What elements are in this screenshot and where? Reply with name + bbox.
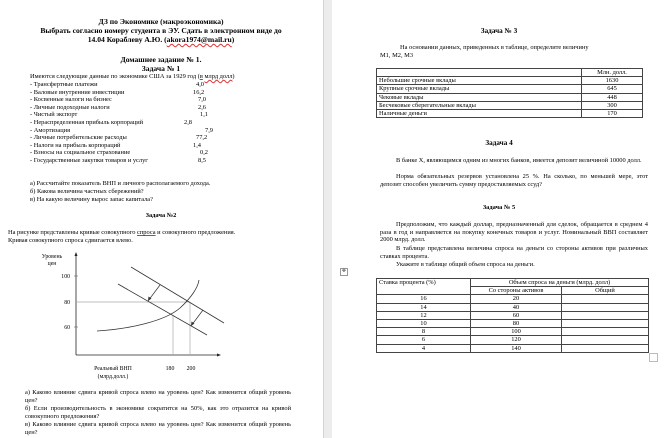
task2-text-link: спроса [137, 229, 156, 236]
task2-text: На рисунке представлены кривые совокупного [8, 229, 138, 236]
table-resize-handle[interactable] [649, 353, 658, 362]
task2-question-a: а) Каково влияние сдвига кривой спроса влево на уровень цен? Как изменится общий уровень цен? [25, 389, 291, 404]
table-subheader-total: Общий [562, 287, 649, 295]
task5-heading: Задача № 5 [482, 204, 516, 211]
list-item [30, 111, 260, 119]
task2-question-c: в) Каково влияние сдвига кривой спроса влево на уровень цен? Как изменится общий уровень цен? [25, 421, 291, 436]
table-header-row [377, 69, 643, 77]
table-row [377, 101, 643, 109]
task5-paragraph3: Укажите в таблице общий объем спроса на деньги. [396, 261, 535, 268]
homework-heading: Домашнее задание № 1. [120, 55, 202, 64]
table-row [377, 93, 643, 101]
task2-heading: Задача №2 [145, 212, 177, 219]
table-header-cell: Млн. долл. [582, 69, 643, 77]
table-cell-total[interactable] [562, 303, 649, 311]
x-axis-label-line2: (млрд.долл.) [97, 374, 129, 380]
table-cell-total[interactable] [562, 295, 649, 303]
table-cell-rate: 12 [377, 311, 471, 319]
item-value: 1,4 [193, 141, 201, 149]
table-row [377, 85, 643, 93]
list-item [30, 119, 260, 127]
table-cell-value: 170 [582, 110, 643, 118]
document-page-left [0, 0, 322, 438]
table-cell-value: 645 [582, 85, 643, 93]
item-value: 2,8 [184, 118, 192, 126]
table-row [377, 328, 649, 336]
item-label: - Косвенные налоги на бизнес [30, 96, 112, 104]
item-label: - Личные потребительские расходы [30, 134, 127, 142]
table-cell-assets: 20 [471, 295, 562, 303]
table-move-handle-icon[interactable]: ✥ [341, 269, 347, 274]
task1-question-a: а) Рассчитайте показатель ВНП и личного располагаемого дохода. [30, 180, 211, 187]
table-subheader-assets: Со стороны активов [471, 287, 562, 295]
task2-text-line2: Кривая совокупного спроса сдвигается влево. [8, 237, 133, 244]
table-header-group [471, 279, 649, 287]
item-value: 4,0 [196, 81, 204, 88]
deadline-suffix: ) [231, 35, 235, 44]
table-cell-label: Наличные деньги [377, 110, 582, 118]
item-label: - Государственные закупки товаров и услуг [30, 156, 148, 164]
table-cell-label: Бесчековые сберегательные вклады [377, 101, 582, 109]
doc-subtitle-deadline [0, 35, 322, 44]
table-cell-value: 1630 [582, 77, 643, 85]
ad-as-graph [0, 245, 240, 385]
table-row [377, 320, 649, 328]
table-cell-label: Небольшие срочные вклады [377, 77, 582, 85]
table-row [377, 336, 649, 344]
table-header-rate: Ставка процента (%) [377, 279, 471, 295]
task2-text-suffix: и совокупного предложения. [155, 229, 236, 236]
list-item [30, 149, 260, 157]
item-label: - Амортизация [30, 126, 71, 134]
list-item [30, 96, 260, 104]
table-header-group-text: Объем спроса на деньги (млрд. долл) [508, 279, 611, 286]
x-tick-label-200: 200 [186, 366, 196, 372]
list-item [30, 89, 260, 97]
table-cell-rate: 8 [377, 328, 471, 336]
table-cell-assets: 60 [471, 311, 562, 319]
item-value: 0,2 [200, 149, 208, 157]
table-row [377, 77, 643, 85]
table-cell-total[interactable] [562, 344, 649, 352]
x-axis-arrow [217, 354, 221, 357]
task3-heading: Задача № 3 [480, 27, 518, 35]
task1-intro-unit-a: в [199, 73, 203, 80]
item-value: 2,6 [198, 103, 206, 111]
item-label: - Взносы на социальное страхование [30, 149, 131, 157]
item-label: - Нераспределенная прибыль корпораций [30, 118, 144, 126]
document-page-right [332, 0, 666, 438]
item-value: 7,9 [205, 126, 213, 134]
table-cell-value: 448 [582, 93, 643, 101]
task5-paragraph2: В таблице представлена величина спроса на деньги со стороны активов при различных ставках процента. [380, 245, 648, 260]
list-item [30, 127, 260, 135]
list-item [30, 81, 260, 89]
table-cell-label: Чековые вклады [377, 93, 582, 101]
table-row [377, 295, 649, 303]
table-row [377, 303, 649, 311]
table-cell-assets: 140 [471, 344, 562, 352]
list-item [30, 142, 260, 150]
aggregate-demand-curve-2 [118, 284, 207, 335]
aggregate-demand-curve-1 [131, 267, 224, 323]
task3-table [376, 68, 643, 118]
table-header-cell [377, 69, 582, 77]
deadline-text: 14.04 Кораблеву А.Ю. ( [87, 35, 167, 44]
list-item [30, 134, 260, 142]
item-label: - Трансфертные платежи [30, 81, 98, 88]
doc-title: ДЗ по Экономике (макроэкономика) [98, 17, 224, 26]
table-row [377, 311, 649, 319]
list-item [30, 104, 260, 112]
item-value: 77,2 [196, 134, 208, 142]
table-cell-assets: 100 [471, 328, 562, 336]
table-row [377, 344, 649, 352]
y-tick-label-60: 60 [64, 325, 70, 331]
table-cell-total[interactable] [562, 320, 649, 328]
table-cell-rate: 4 [377, 344, 471, 352]
y-tick-label-100: 100 [61, 274, 70, 280]
item-label: - Личные подоходные налоги [30, 103, 110, 111]
task2-text-line1 [8, 229, 270, 237]
table-cell-rate: 6 [377, 336, 471, 344]
task5-table [376, 278, 649, 353]
task1-heading: Задача № 1 [141, 64, 181, 73]
table-cell-rate: 14 [377, 303, 471, 311]
list-item [30, 157, 260, 165]
task1-intro [30, 73, 235, 81]
task3-text-line2: М1, М2, М3 [380, 52, 414, 59]
task4-paragraph2: Норма обязательных резервов установлена 25 %. На сколько, по меньшей мере, этот депозит способен увеличить сумму предоставляемых ссуд? [380, 173, 648, 188]
task4-heading: Задача 4 [485, 139, 513, 147]
task5-paragraph1: Предположим, что каждый доллар, предназначенный для сделок, обращается в среднем 4 раза в год и направляется на покупку конечных товаров и услуг. Номинальный ВВП составляет 2000 млрд. долл. [380, 221, 648, 244]
table-cell-value: 300 [582, 101, 643, 109]
y-axis-label-line1: Уровень [41, 254, 63, 260]
table-cell-total[interactable] [562, 328, 649, 336]
table-cell-total[interactable] [562, 311, 649, 319]
task4-paragraph1: В банке X, являющимся одним из многих банков, имеется депозит величиной 10000 долл. [396, 157, 642, 164]
table-cell-rate: 16 [377, 295, 471, 303]
item-label: - Чистый экспорт [30, 111, 78, 119]
table-cell-assets: 80 [471, 320, 562, 328]
table-row [377, 110, 643, 118]
task3-text-line1: На основании данных, приведенных в таблице, определите величину [400, 44, 589, 51]
task1-intro-suffix: ) [232, 73, 235, 80]
item-label: - Налоги на прибыль корпораций [30, 141, 121, 149]
table-cell-assets: 120 [471, 336, 562, 344]
x-axis-label-line1: Реальный ВНП [94, 366, 132, 372]
aggregate-supply-curve [97, 280, 199, 331]
task1-intro-text: Имеются следующие данные по экономике США за 1929 год ( [30, 73, 200, 80]
item-value: 16,2 [193, 88, 205, 96]
task1-question-b: б) Какова величина частных сбережений? [30, 188, 144, 195]
y-tick-label-80: 80 [64, 300, 70, 306]
y-axis-label-line2: цен [47, 261, 57, 267]
table-cell-label: Крупные срочные вклады [377, 85, 582, 93]
table-cell-rate: 10 [377, 320, 471, 328]
x-tick-label-180: 180 [165, 366, 175, 372]
task1-intro-unit-b: млрд долл [204, 73, 233, 80]
item-label: - Валовые внутренние инвестиции [30, 88, 125, 96]
task1-question-c: в) На какую величину вырос запас капитала? [30, 196, 153, 203]
doc-subtitle: Выбрать согласно номеру студента в ЭУ. Сдать в электронном виде до [40, 26, 282, 35]
table-header-row [377, 279, 649, 287]
item-value: 7,0 [198, 96, 206, 104]
email-link[interactable]: akora1974@mail.ru [166, 35, 232, 44]
item-value: 1,1 [200, 111, 208, 119]
table-cell-assets: 40 [471, 303, 562, 311]
task2-question-b: б) Если производительность в экономике сократится на 50%, как это отразится на кривой совокупного предложения? [25, 405, 291, 420]
item-value: 8,5 [198, 156, 206, 164]
y-axis-arrow [75, 252, 78, 256]
task1-data-list [30, 81, 260, 165]
table-cell-total[interactable] [562, 336, 649, 344]
